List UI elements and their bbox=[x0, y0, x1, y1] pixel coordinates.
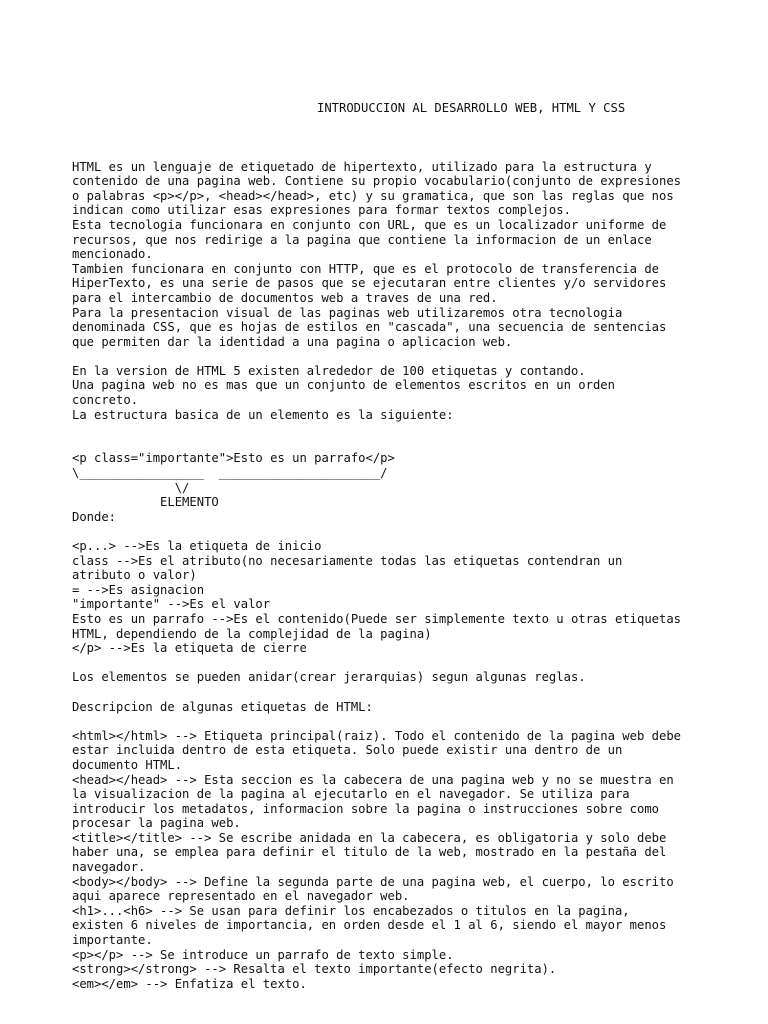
document-body bbox=[72, 72, 732, 991]
document-line: <body></body> --> Define la segunda parte de una pagina web, el cuerpo, lo escrito bbox=[72, 874, 674, 889]
document-line: <head></head> --> Esta seccion es la cabecera de una pagina web y no se muestra en bbox=[72, 772, 674, 787]
document-line bbox=[72, 685, 732, 700]
document-line bbox=[72, 422, 732, 437]
document-line: Donde: bbox=[72, 509, 117, 524]
document-line: contenido de una pagina web. Contiene su propio vocabulario(conjunto de expresiones bbox=[72, 174, 682, 189]
document-line: </p> -->Es la etiqueta de cierre bbox=[72, 641, 307, 656]
document-line: Esto es un parrafo -->Es el contenido(Puede ser simplemente texto u otras etiquetas bbox=[72, 611, 682, 626]
document-line: concreto. bbox=[72, 393, 139, 408]
document-line: <em></em> --> Enfatiza el texto. bbox=[72, 976, 307, 991]
document-line: para el intercambio de documentos web a traves de una red. bbox=[72, 290, 498, 305]
document-line: importante. bbox=[72, 933, 153, 948]
document-line: Tambien funcionara en conjunto con HTTP, que es el protocolo de transferencia de bbox=[72, 261, 659, 276]
document-line: Descripcion de algunas etiquetas de HTML: bbox=[72, 699, 373, 714]
document-line: introducir los metadatos, informacion sobre la pagina o instrucciones sobre como bbox=[72, 801, 659, 816]
document-line: procesar la pagina web. bbox=[72, 816, 241, 831]
document-line: o palabras <p></p>, <head></head>, etc) y su gramatica, que son las reglas que nos bbox=[72, 188, 674, 203]
document-line: = -->Es asignacion bbox=[72, 582, 205, 597]
document-line: denominada CSS, que es hojas de estilos en "cascada", una secuencia de sentencias bbox=[72, 320, 667, 335]
document-line: HTML es un lenguaje de etiquetado de hipertexto, utilizado para la estructura y bbox=[72, 159, 652, 174]
document-line: <p class="importante">Esto es un parrafo</p> bbox=[72, 451, 395, 466]
document-line: recursos, que nos redirige a la pagina que contiene la informacion de un enlace bbox=[72, 232, 652, 247]
document-line bbox=[72, 524, 732, 539]
document-line: \/ bbox=[72, 480, 190, 495]
document-line bbox=[72, 145, 732, 160]
document-line: indican como utilizar esas expresiones para formar textos complejos. bbox=[72, 203, 571, 218]
document-line: aqui aparece representado en el navegador web. bbox=[72, 889, 410, 904]
document-line: La estructura basica de un elemento es la siguiente: bbox=[72, 407, 454, 422]
document-line: En la version de HTML 5 existen alrededor de 100 etiquetas y contando. bbox=[72, 363, 586, 378]
document-line: documento HTML. bbox=[72, 757, 183, 772]
document-line: existen 6 niveles de importancia, en orden desde el 1 al 6, siendo el mayor menos bbox=[72, 918, 667, 933]
document-line: mencionado. bbox=[72, 247, 153, 262]
document-line: <title></title> --> Se escribe anidada en la cabecera, es obligatoria y solo debe bbox=[72, 830, 667, 845]
document-line: \_________________ ______________________/ bbox=[72, 466, 388, 481]
document-line bbox=[72, 349, 732, 364]
document-line: class -->Es el atributo(no necesariamente todas las etiquetas contendran un bbox=[72, 553, 623, 568]
document-line: HTML, dependiendo de la complejidad de la pagina) bbox=[72, 626, 432, 641]
document-line: Para la presentacion visual de las paginas web utilizaremos otra tecnologia bbox=[72, 305, 623, 320]
document-title: INTRODUCCION AL DESARROLLO WEB, HTML Y CSS bbox=[317, 101, 626, 116]
document-line: Los elementos se pueden anidar(crear jerarquias) segun algunas reglas. bbox=[72, 670, 586, 685]
document-line: estar incluida dentro de esta etiqueta. Solo puede existir una dentro de un bbox=[72, 743, 623, 758]
document-line: <p></p> --> Se introduce un parrafo de texto simple. bbox=[72, 947, 454, 962]
document-line: atributo o valor) bbox=[72, 568, 197, 583]
document-line: <h1>...<h6> --> Se usan para definir los encabezados o titulos en la pagina, bbox=[72, 903, 630, 918]
document-line: "importante" -->Es el valor bbox=[72, 597, 271, 612]
document-line: HiperTexto, es una serie de pasos que se ejecutaran entre clientes y/o servidores bbox=[72, 276, 667, 291]
document-line: ELEMENTO bbox=[72, 495, 219, 510]
document-line bbox=[72, 437, 732, 452]
document-line: Una pagina web no es mas que un conjunto de elementos escritos en un orden bbox=[72, 378, 615, 393]
document-line: que permiten dar la identidad a una pagina o aplicacion web. bbox=[72, 334, 513, 349]
document-line: la visualizacion de la pagina al ejecutarlo en el navegador. Se utiliza para bbox=[72, 787, 630, 802]
document-line: <html></html> --> Etiqueta principal(raiz). Todo el contenido de la pagina web debe bbox=[72, 728, 682, 743]
document-line bbox=[72, 714, 732, 729]
document-line bbox=[72, 656, 732, 671]
document-line: haber una, se emplea para definir el titulo de la web, mostrado en la pestaña del bbox=[72, 845, 667, 860]
document-line: Esta tecnologia funcionara en conjunto con URL, que es un localizador uniforme de bbox=[72, 217, 667, 232]
document-line: <strong></strong> --> Resalta el texto importante(efecto negrita). bbox=[72, 962, 557, 977]
document-line: <p...> -->Es la etiqueta de inicio bbox=[72, 539, 322, 553]
document-line: navegador. bbox=[72, 860, 146, 875]
